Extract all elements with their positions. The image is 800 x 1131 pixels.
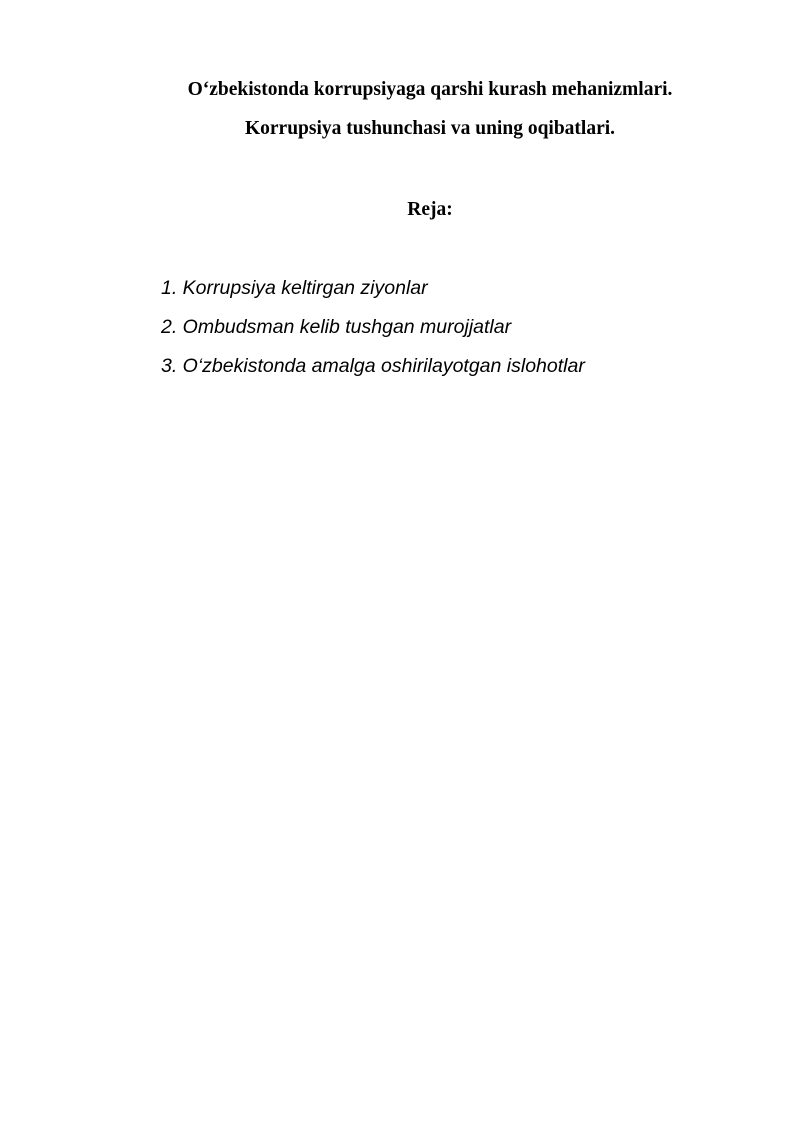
plan-item-1: 1. Korrupsiya keltirgan ziyonlar [161, 277, 428, 299]
document-title-line-2: Korrupsiya tushunchasi va uning oqibatlari. [244, 118, 616, 139]
document-title-line-1: O‘zbekistonda korrupsiyaga qarshi kurash mehanizmlari. [187, 79, 673, 100]
plan-list [161, 275, 585, 392]
plan-heading: Reja: [407, 199, 453, 220]
plan-item-2: 2. Ombudsman kelib tushgan murojjatlar [161, 316, 512, 338]
plan-item-3: 3. O‘zbekistonda amalga oshirilayotgan islohotlar [161, 355, 585, 377]
